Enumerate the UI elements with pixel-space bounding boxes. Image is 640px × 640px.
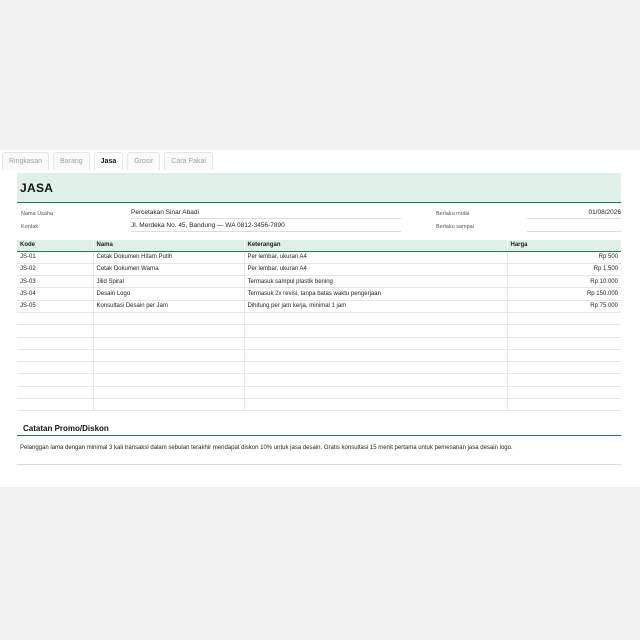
table-cell[interactable]	[17, 312, 93, 324]
table-row	[17, 386, 621, 398]
table-cell[interactable]	[17, 349, 93, 361]
table-cell[interactable]: Desain Logo	[93, 288, 244, 300]
table-row	[17, 312, 621, 324]
table-cell[interactable]	[244, 374, 507, 386]
table-cell[interactable]: Termasuk 2x revisi, tanpa batas waktu pengerjaan	[244, 288, 507, 300]
table-cell[interactable]	[93, 325, 244, 337]
business-info	[17, 207, 621, 239]
table-cell[interactable]	[507, 386, 621, 398]
berlaku-sampai-field[interactable]	[527, 222, 621, 232]
table-cell[interactable]: Rp 10.000	[507, 276, 621, 288]
notes-title: Catatan Promo/Diskon	[23, 424, 109, 433]
table-cell[interactable]: Termasuk sampul plastik bening	[244, 276, 507, 288]
table-cell[interactable]	[244, 337, 507, 349]
table-cell[interactable]	[93, 349, 244, 361]
tab-jasa[interactable]: Jasa	[94, 152, 124, 170]
table-cell[interactable]	[507, 349, 621, 361]
nama-usaha-field[interactable]: Percetakan Sinar Abadi	[131, 209, 401, 219]
berlaku-mulai-field[interactable]: 01/08/2026	[527, 209, 621, 219]
kontak-label: Kontak	[21, 224, 39, 230]
sheet-title-banner	[17, 173, 621, 203]
table-cell[interactable]: Jilid Spiral	[93, 276, 244, 288]
table-cell[interactable]	[244, 325, 507, 337]
header-nama: Nama	[93, 240, 244, 251]
table-row	[17, 288, 621, 300]
notes-text[interactable]: Pelanggan lama dengan minimal 3 kali transaksi dalam sebulan terakhir mendapat diskon 10% untuk jasa desain. Gratis konsultasi 15 menit pertama untuk pemesanan jasa desain logo.	[17, 440, 621, 465]
table-cell[interactable]	[93, 374, 244, 386]
table-cell[interactable]	[244, 349, 507, 361]
table-cell[interactable]	[507, 337, 621, 349]
table-cell[interactable]	[17, 337, 93, 349]
services-table	[17, 240, 621, 411]
table-cell[interactable]: Dihitung per jam kerja, minimal 1 jam	[244, 300, 507, 312]
spreadsheet-area	[0, 150, 640, 487]
kontak-field[interactable]: Jl. Merdeka No. 45, Bandung — WA 0812-3456-7890	[131, 222, 401, 232]
sheet-title: JASA	[20, 181, 54, 195]
sheet-tabs	[0, 150, 213, 170]
table-cell[interactable]	[93, 312, 244, 324]
table-cell[interactable]: JS-03	[17, 276, 93, 288]
table-cell[interactable]	[244, 386, 507, 398]
table-cell[interactable]	[507, 312, 621, 324]
table-row	[17, 251, 621, 263]
table-cell[interactable]	[17, 325, 93, 337]
table-cell[interactable]: JS-04	[17, 288, 93, 300]
table-cell[interactable]: Per lembar, ukuran A4	[244, 251, 507, 263]
header-keterangan: Keterangan	[244, 240, 507, 251]
table-cell[interactable]	[93, 386, 244, 398]
table-row	[17, 337, 621, 349]
table-cell[interactable]	[507, 325, 621, 337]
table-cell[interactable]	[507, 399, 621, 411]
table-row	[17, 349, 621, 361]
table-row	[17, 300, 621, 312]
table-row	[17, 276, 621, 288]
table-cell[interactable]: Rp 75.000	[507, 300, 621, 312]
table-cell[interactable]	[93, 399, 244, 411]
table-cell[interactable]: Rp 150.000	[507, 288, 621, 300]
table-cell[interactable]	[17, 374, 93, 386]
table-cell[interactable]	[244, 399, 507, 411]
berlaku-mulai-label: Berlaku mulai	[436, 211, 470, 217]
table-cell[interactable]	[17, 362, 93, 374]
table-cell[interactable]	[17, 386, 93, 398]
table-cell[interactable]	[507, 374, 621, 386]
table-cell[interactable]: JS-01	[17, 251, 93, 263]
table-cell[interactable]: Rp 1.500	[507, 263, 621, 275]
table-header-row	[17, 240, 621, 251]
table-cell[interactable]: JS-02	[17, 263, 93, 275]
table-cell[interactable]	[244, 312, 507, 324]
tab-cara-pakai[interactable]: Cara Pakai	[164, 152, 213, 170]
table-cell[interactable]: Per lembar, ukuran A4	[244, 263, 507, 275]
tab-grosir[interactable]: Grosir	[127, 152, 160, 170]
table-row	[17, 374, 621, 386]
table-cell[interactable]	[244, 362, 507, 374]
table-row	[17, 399, 621, 411]
table-cell[interactable]	[507, 362, 621, 374]
berlaku-sampai-label: Berlaku sampai	[436, 224, 474, 230]
table-row	[17, 325, 621, 337]
tab-barang[interactable]: Barang	[53, 152, 90, 170]
table-row	[17, 362, 621, 374]
table-cell[interactable]: Cetak Dokumen Warna	[93, 263, 244, 275]
table-cell[interactable]: Cetak Dokumen Hitam Putih	[93, 251, 244, 263]
table-cell[interactable]	[17, 399, 93, 411]
table-cell[interactable]: JS-05	[17, 300, 93, 312]
notes-header	[17, 420, 621, 436]
table-cell[interactable]: Konsultasi Desain per Jam	[93, 300, 244, 312]
header-harga: Harga	[507, 240, 621, 251]
table-cell[interactable]: Rp 500	[507, 251, 621, 263]
header-kode: Kode	[17, 240, 93, 251]
table-cell[interactable]	[93, 362, 244, 374]
tab-ringkasan[interactable]: Ringkasan	[2, 152, 49, 170]
table-row	[17, 263, 621, 275]
table-cell[interactable]	[93, 337, 244, 349]
nama-usaha-label: Nama Usaha	[21, 211, 54, 217]
